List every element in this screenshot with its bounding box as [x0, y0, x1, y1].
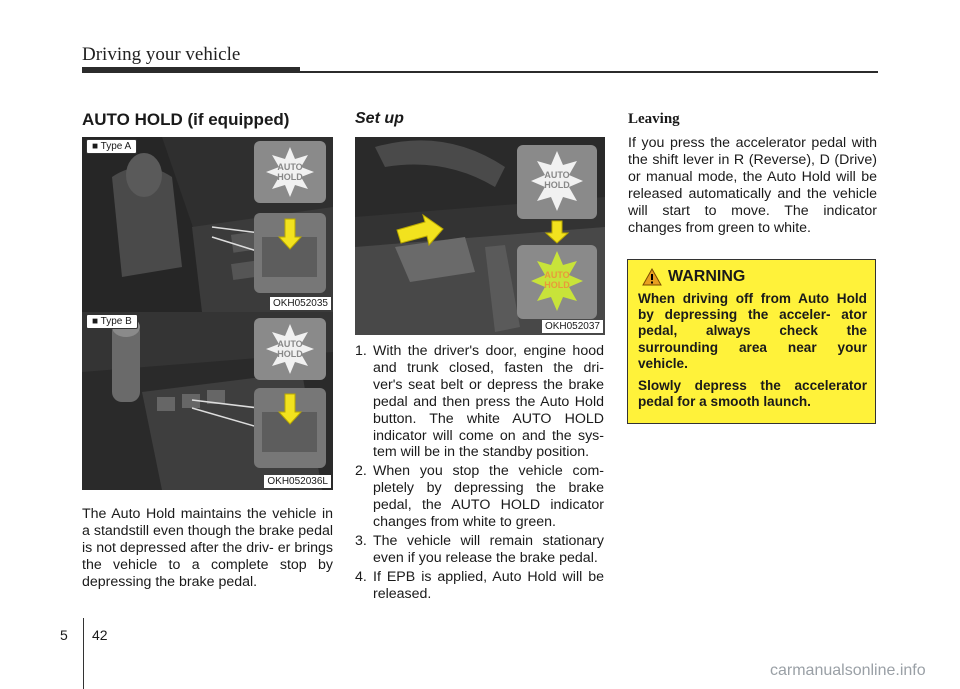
figure-type-a [82, 137, 333, 312]
warning-title: WARNING [668, 268, 746, 285]
svg-text:AUTO: AUTO [544, 270, 570, 280]
svg-text:AUTO: AUTO [277, 339, 303, 349]
figure-set-up [355, 137, 605, 335]
figure-code-b: OKH052036L [264, 475, 331, 488]
warning-paragraph: When driving off from Auto Hold by depressing the acceler- ator pedal, always check the surrounding area near your vehicle. [638, 291, 867, 371]
svg-text:HOLD: HOLD [544, 180, 570, 190]
svg-text:HOLD: HOLD [544, 280, 570, 290]
type-b-label: ■ Type B [86, 314, 138, 329]
warning-box [627, 259, 876, 424]
warning-paragraph: Slowly depress the accelerator pedal for a smooth launch. [638, 378, 867, 410]
svg-text:AUTO: AUTO [544, 170, 570, 180]
type-a-label: ■ Type A [86, 139, 137, 154]
step-item: 3. The vehicle will remain stationary even if you release the brake pedal. [355, 532, 604, 566]
header-rule [82, 71, 878, 73]
warning-triangle-icon [642, 268, 662, 286]
section-number: 5 [60, 627, 68, 643]
svg-text:AUTO: AUTO [277, 162, 303, 172]
step-item: 1. With the driver's door, engine hood and trunk closed, fasten the dri- ver's seat belt or depress the brake pedal and then press the Auto Hold button. The white AUTO HOLD indicator will come on and the sys- tem will be in the standby position. [355, 343, 604, 461]
leaving-text: If you press the accelerator pedal with the shift lever in R (Reverse), D (Drive) or manual mode, the Auto Hold will be released automatically and the vehicle will start to move. The indicator changes from green to white. [628, 135, 877, 236]
figure-type-b [82, 312, 333, 490]
step-item: 2. When you stop the vehicle com- pletely by depressing the brake pedal, the AUTO HOLD indicator changes from white to green. [355, 463, 604, 531]
page-number: 42 [92, 627, 108, 643]
section-heading-auto-hold: AUTO HOLD (if equipped) [82, 110, 290, 129]
svg-text:HOLD: HOLD [277, 172, 303, 182]
auto-hold-description: The Auto Hold maintains the vehicle in a standstill even though the brake pedal is not depressed after the driv- er brings the vehicle to a complete stop by depressing the brake pedal. [82, 506, 333, 590]
figure-code-set-up: OKH052037 [542, 320, 603, 333]
warning-header [642, 268, 867, 286]
footer-divider [83, 618, 84, 689]
step-item: 4. If EPB is applied, Auto Hold will be released. [355, 568, 604, 602]
running-header: Driving your vehicle [82, 44, 241, 65]
watermark: carmanualsonline.info [770, 662, 926, 679]
svg-text:HOLD: HOLD [277, 349, 303, 359]
figure-code-a: OKH052035 [270, 297, 331, 310]
set-up-steps [355, 343, 604, 605]
section-heading-set-up: Set up [355, 110, 404, 127]
section-heading-leaving: Leaving [628, 111, 680, 127]
